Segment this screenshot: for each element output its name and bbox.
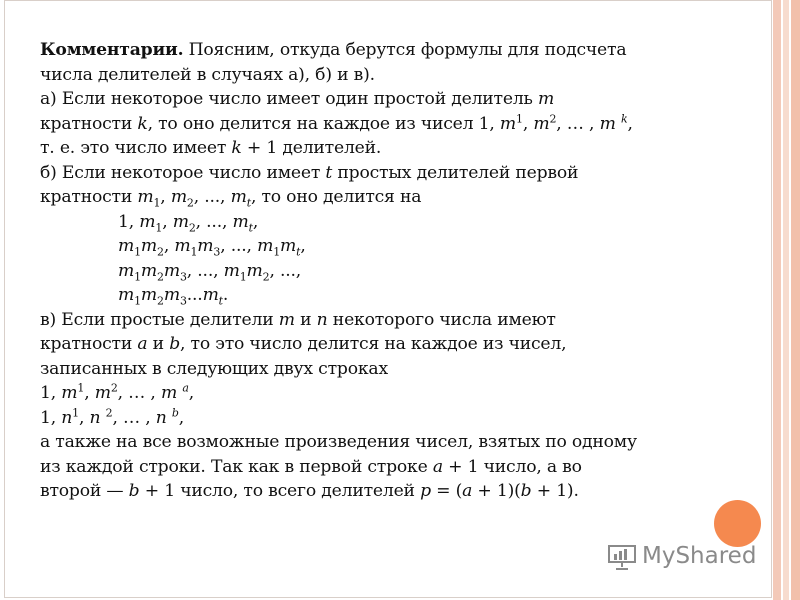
watermark bbox=[606, 538, 756, 574]
intro-line-1: Комментарии. Поясним, откуда берутся формулы для подсчета bbox=[40, 40, 627, 60]
intro-line-2: числа делителей в случаях а), б) и в). bbox=[40, 64, 375, 85]
case-b-line-2: кратности $m_1$, $m_2$, ..., $m_t$, то оно делится на bbox=[40, 187, 422, 210]
case-c-line-1: в) Если простые делители m и n некоторого числа имеют bbox=[40, 309, 556, 330]
formula-line: 1, $m^1$, $m^2$, … , m $^a$, bbox=[40, 381, 194, 403]
comments-heading: Комментарии. bbox=[40, 40, 184, 60]
watermark-text: MyShared bbox=[642, 543, 757, 569]
formula-line: 1, $m_1$, $m_2$, ..., $m_t$, bbox=[118, 211, 259, 234]
case-a-line-1: а) Если некоторое число имеет один простой делитель m bbox=[40, 89, 555, 109]
slide-text bbox=[40, 38, 760, 504]
decorative-stripe bbox=[773, 0, 781, 600]
decorative-stripe bbox=[783, 0, 789, 600]
formula-line: $m_1m_2$, $m_1m_3$, ..., $m_1m_t$, bbox=[118, 236, 306, 259]
case-a-line-2: кратности k, то оно делится на каждое из чисел 1, $m^1$, $m^2$, … , m $^k$, bbox=[40, 111, 633, 134]
formula-line: $m_1m_2m_3...m_t$. bbox=[118, 285, 229, 308]
formula-line: $m_1m_2m_3$, ..., $m_1m_2$, ..., bbox=[118, 260, 302, 283]
case-c-line-7: из каждой строки. Так как в первой строке a + 1 число, а во bbox=[40, 456, 582, 477]
decorative-stripe bbox=[791, 0, 800, 600]
case-c-line-2: кратности a и b, то это число делится на каждое из чисел, bbox=[40, 334, 567, 354]
case-b-line-1: б) Если некоторое число имеет t простых делителей первой bbox=[40, 162, 579, 183]
formula-line: 1, $n^1$, n $^2$, … , n $^b$, bbox=[40, 405, 184, 428]
presentation-icon bbox=[606, 540, 638, 572]
case-a-line-3: т. е. это число имеет k + 1 делителей. bbox=[40, 138, 382, 158]
case-c-line-6: а также на все возможные произведения чисел, взятых по одному bbox=[40, 432, 637, 452]
case-c-line-3: записанных в следующих двух строках bbox=[40, 358, 388, 379]
case-c-line-8: второй — b + 1 число, то всего делителей p = (a + 1)(b + 1). bbox=[40, 481, 579, 501]
